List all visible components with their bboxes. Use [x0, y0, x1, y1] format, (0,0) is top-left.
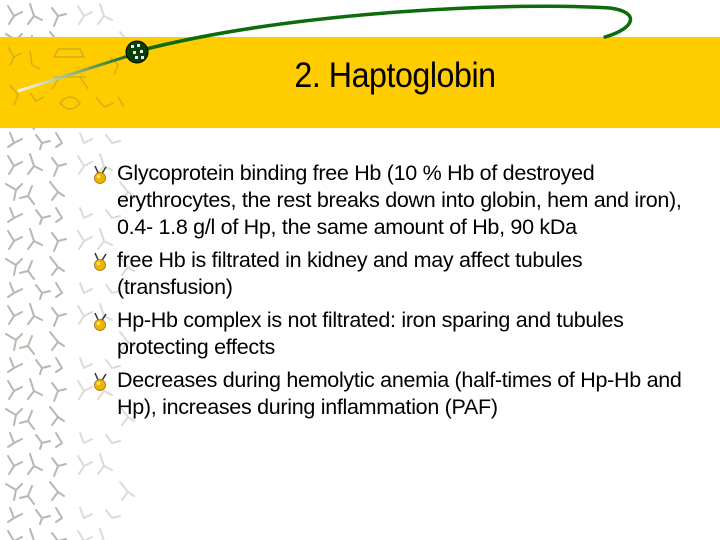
- title-band-pattern: [0, 37, 140, 128]
- bullet-item: [90, 160, 690, 241]
- bug-bullet-icon: [90, 165, 110, 185]
- bullet-list: [90, 160, 690, 427]
- bullet-text: Decreases during hemolytic anemia (half-times of Hp-Hb and Hp), increases during inflammation (PAF): [117, 368, 682, 419]
- band-molecule-icon: [0, 37, 140, 128]
- bullet-item: [90, 307, 690, 361]
- bug-bullet-icon: [90, 312, 110, 332]
- bullet-text: Hp-Hb complex is not filtrated: iron sparing and tubules protecting effects: [117, 308, 624, 359]
- slide-title: 2. Haptoglobin: [294, 56, 496, 95]
- bug-bullet-icon: [90, 252, 110, 272]
- bullet-text: Glycoprotein binding free Hb (10 % Hb of destroyed erythrocytes, the rest breaks down into globin, hem and iron), 0.4- 1.8 g/l of Hp, the same amount of Hb, 90 kDa: [117, 161, 682, 239]
- bug-bullet-icon: [90, 372, 110, 392]
- bullet-item: [90, 247, 690, 301]
- bullet-text: free Hb is filtrated in kidney and may affect tubules (transfusion): [117, 248, 583, 299]
- bullet-item: [90, 367, 690, 421]
